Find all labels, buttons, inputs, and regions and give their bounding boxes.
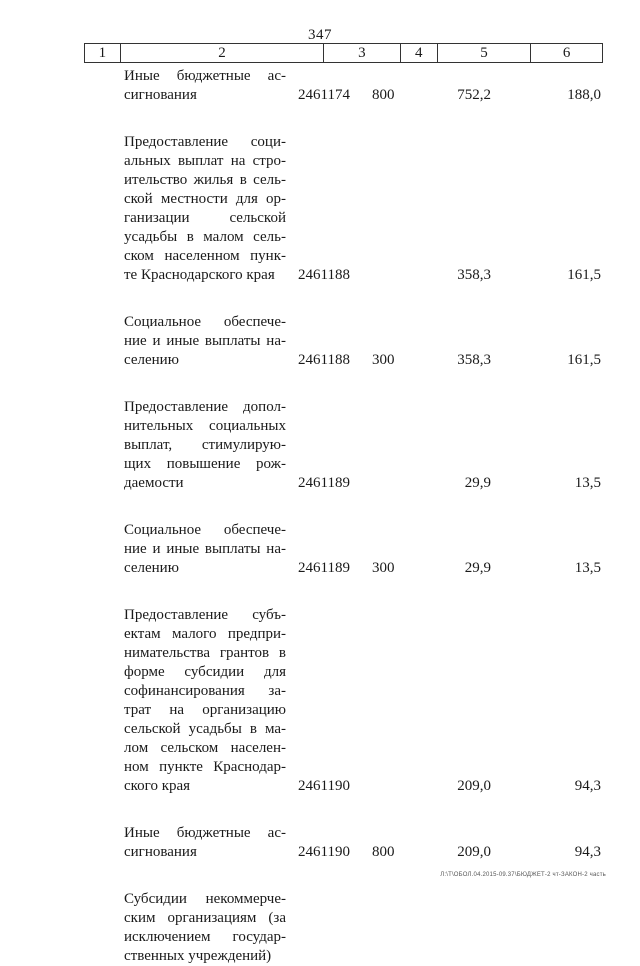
row-value-col5: 358,3 xyxy=(457,352,491,368)
description-line: сигнования xyxy=(124,844,197,860)
description-line: форме субсидии для xyxy=(124,664,286,680)
description-line: Иные бюджетные ас- xyxy=(124,68,286,84)
column-number-6: 6 xyxy=(562,45,571,61)
description-line: выплат, стимулирую- xyxy=(124,437,286,453)
description-line: те Краснодарского края xyxy=(124,267,275,283)
description-line: Предоставление соци- xyxy=(124,134,286,150)
description-line: нимательства грантов в xyxy=(124,645,286,661)
row-value-col6: 161,5 xyxy=(567,352,601,368)
description-line: альных выплат на стро- xyxy=(124,153,286,169)
table-row xyxy=(84,824,603,862)
row-expense-kind: 300 xyxy=(372,352,395,368)
row-code: 2461188 xyxy=(298,352,350,368)
column-number-1: 1 xyxy=(85,44,121,62)
row-code: 2461174 xyxy=(298,87,350,103)
description-line: Субсидии некоммерче- xyxy=(124,891,286,907)
row-code: 2461190 xyxy=(298,844,350,860)
description-line: ние и иные выплаты на- xyxy=(124,541,286,557)
description-line: Социальное обеспече- xyxy=(124,522,286,538)
description-line: ственных учреждений) xyxy=(124,948,272,964)
row-value-col5: 752,2 xyxy=(457,87,491,103)
description-line: ние и иные выплаты на- xyxy=(124,333,286,349)
description-line: ского края xyxy=(124,778,191,794)
column-number-header xyxy=(84,43,603,63)
column-number-4: 4 xyxy=(401,44,438,62)
description-line: ектам малого предпри- xyxy=(124,626,286,642)
column-number-3: 3 xyxy=(324,44,401,62)
table-row xyxy=(84,521,603,578)
description-line: ительство жилья в сель- xyxy=(124,172,286,188)
row-description xyxy=(124,133,286,285)
row-value-col6: 94,3 xyxy=(574,844,601,860)
row-value-col5: 209,0 xyxy=(457,778,491,794)
description-line: ском населенном пунк- xyxy=(124,248,286,264)
description-line: селению xyxy=(124,560,179,576)
table-row xyxy=(84,313,603,370)
description-line: даемости xyxy=(124,475,184,491)
description-line: ским организациям (за xyxy=(124,910,286,926)
budget-table-body xyxy=(84,63,603,966)
row-description xyxy=(124,521,286,578)
page-number: 347 xyxy=(308,27,332,43)
row-value-col5: 29,9 xyxy=(464,475,491,491)
row-code: 2461190 xyxy=(298,778,350,794)
description-line: сигнования xyxy=(124,87,197,103)
row-code: 2461189 xyxy=(298,475,350,491)
row-value-col6: 13,5 xyxy=(574,560,601,576)
table-row xyxy=(84,67,603,105)
description-line: трат на организацию xyxy=(124,702,286,718)
table-row xyxy=(84,133,603,285)
row-description xyxy=(124,824,286,862)
table-row xyxy=(84,890,603,966)
column-number-5: 5 xyxy=(438,44,532,62)
row-value-col5: 29,9 xyxy=(464,560,491,576)
row-description xyxy=(124,67,286,105)
description-line: Предоставление субъ- xyxy=(124,607,286,623)
row-expense-kind: 300 xyxy=(372,560,395,576)
row-code: 2461188 xyxy=(298,267,350,283)
row-value-col6: 13,5 xyxy=(574,475,601,491)
row-value-col6: 94,3 xyxy=(574,778,601,794)
description-line: щих повышение рож- xyxy=(124,456,286,472)
table-row xyxy=(84,606,603,796)
description-line: селению xyxy=(124,352,179,368)
row-description xyxy=(124,398,286,493)
row-value-col6: 161,5 xyxy=(567,267,601,283)
description-line: Иные бюджетные ас- xyxy=(124,825,286,841)
description-line: усадьбы в малом сель- xyxy=(124,229,286,245)
description-line: лом сельском населен- xyxy=(124,740,286,756)
row-value-col5: 358,3 xyxy=(457,267,491,283)
description-line: ганизации сельской xyxy=(124,210,286,226)
row-description xyxy=(124,890,286,966)
column-number-2: 2 xyxy=(121,44,324,62)
row-value-col5: 209,0 xyxy=(457,844,491,860)
row-expense-kind: 800 xyxy=(372,87,395,103)
row-description xyxy=(124,606,286,796)
description-line: исключением государ- xyxy=(124,929,286,945)
row-code: 2461189 xyxy=(298,560,350,576)
description-line: ном пункте Краснодар- xyxy=(124,759,286,775)
description-line: нительных социальных xyxy=(124,418,286,434)
description-line: софинансирования за- xyxy=(124,683,286,699)
row-expense-kind: 800 xyxy=(372,844,395,860)
description-line: сельской усадьбы в ма- xyxy=(124,721,286,737)
description-line: Социальное обеспече- xyxy=(124,314,286,330)
row-description xyxy=(124,313,286,370)
description-line: Предоставление допол- xyxy=(124,399,286,415)
table-row xyxy=(84,398,603,493)
description-line: ской местности для ор- xyxy=(124,191,286,207)
file-path-stamp: Л:\Т\ОБОЛ.04.2015-09.37\БЮДЖЕТ-2 чт-ЗАКОН-2 часть xyxy=(440,872,606,878)
row-value-col6: 188,0 xyxy=(567,87,601,103)
